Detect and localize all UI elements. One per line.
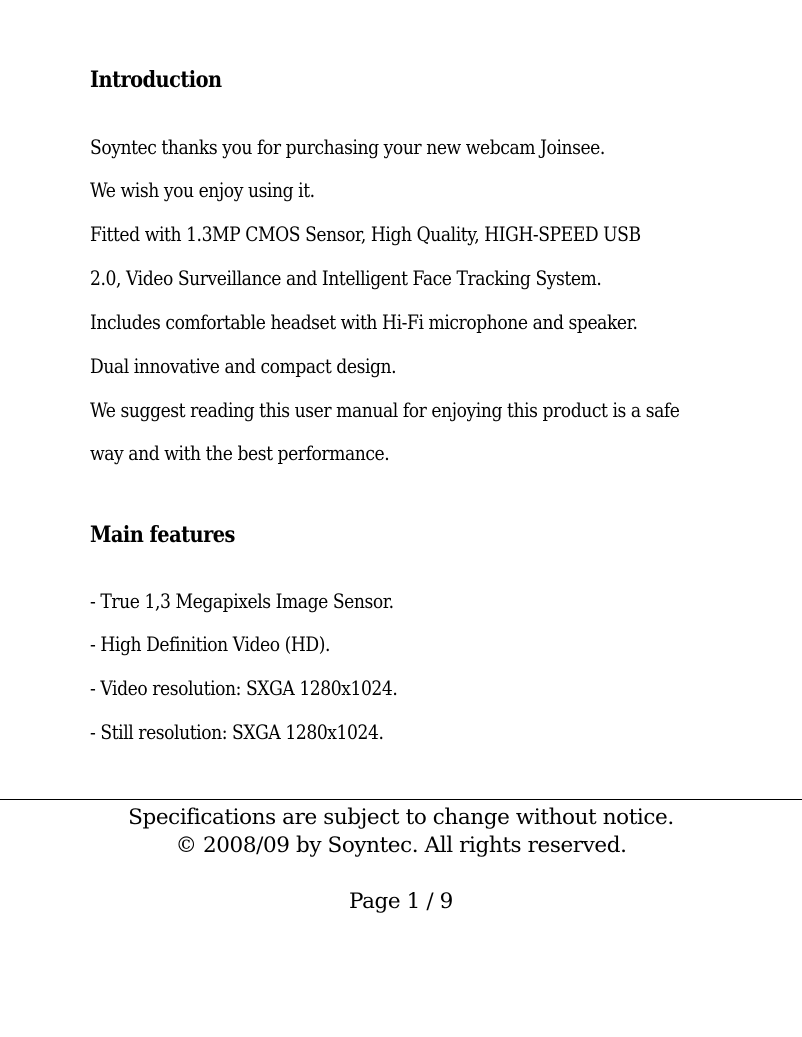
introduction-line: We wish you enjoy using it. (90, 179, 315, 202)
feature-item: - Video resolution: SXGA 1280x1024. (90, 677, 398, 700)
feature-item: - High Definition Video (HD). (90, 633, 331, 656)
introduction-line: Soyntec thanks you for purchasing your new webcam Joinsee. (90, 136, 605, 159)
introduction-line: Dual innovative and compact design. (90, 355, 397, 378)
introduction-line: 2.0, Video Surveillance and Intelligent Face Tracking System. (90, 267, 602, 290)
main-features-heading: Main features (90, 522, 235, 548)
introduction-heading: Introduction (90, 67, 222, 93)
page-number: Page 1 / 9 (349, 889, 453, 914)
introduction-line: We suggest reading this user manual for enjoying this product is a safe (90, 399, 680, 422)
feature-item: - Still resolution: SXGA 1280x1024. (90, 721, 384, 744)
introduction-line: way and with the best performance. (90, 442, 390, 465)
footer-notice: Specifications are subject to change without notice. (128, 805, 674, 830)
introduction-line: Includes comfortable headset with Hi-Fi microphone and speaker. (90, 311, 638, 334)
footer-divider (0, 799, 802, 800)
introduction-line: Fitted with 1.3MP CMOS Sensor, High Quality, HIGH-SPEED USB (90, 223, 641, 246)
feature-item: - True 1,3 Megapixels Image Sensor. (90, 590, 394, 613)
footer-copyright: © 2008/09 by Soyntec. All rights reserved. (175, 833, 627, 858)
